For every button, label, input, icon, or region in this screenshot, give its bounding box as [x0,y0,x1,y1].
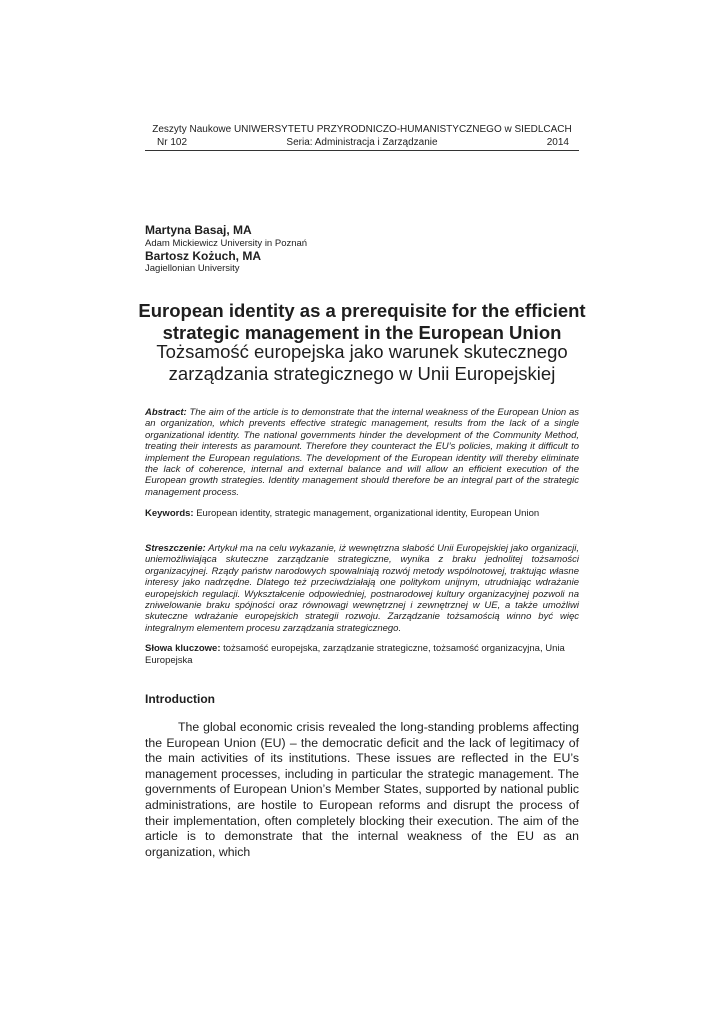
abstract-label: Abstract: [145,407,187,418]
streszczenie-label: Streszczenie: [145,543,206,554]
year: 2014 [546,137,569,148]
title-english: European identity as a prerequisite for the efficient strategic management in the European Union [138,300,586,343]
title-polish: Tożsamość europejska jako warunek skutecznego zarządzania strategicznego w Unii Europejskiej [156,341,568,384]
introduction-paragraph: The global economic crisis revealed the long-standing problems affecting the European Union (EU) – the democratic deficit and the lack of legitimacy of the main activities of its institutions. These issues are reflected in the EU’s management processes, including in particular the strategic management. The governments of European Union’s Member States, supported by national public administrations, are hostile to European reforms and disrupt the process of their implementation, often completely blocking their execution. The aim of the article is to demonstrate that the internal weakness of the EU as an organization, which [145,720,579,859]
author-affiliation: Jagiellonian University [145,263,240,274]
author-name: Martyna Basaj, MA [145,223,252,237]
keywords-label: Keywords: [145,508,194,519]
slowa-kluczowe [145,643,579,667]
abstract [145,407,579,498]
issue-line [145,137,579,149]
slowa-kluczowe-label: Słowa kluczowe: [145,643,221,654]
journal-header: Zeszyty Naukowe UNIWERSYTETU PRZYRODNICZO-HUMANISTYCZNEGO w SIEDLCACH [152,124,572,135]
streszczenie-text: Artykuł ma na celu wykazanie, iż wewnętrzna słabość Unii Europejskiej jako organizacji, uniemożliwiająca skuteczne zarządzanie strategiczne, wynika z braku jednolitej tożsamości organizacyjnej. Rządy państw narodowych spowalniają rozwój metody wspólnotowej, traktując własne interesy jako nadrzędne. Dlatego też przeciwdziałają one politykom unijnym, utrudniając wdrażanie europejskich regulacji. Wykształcenie odpowiedniej, postnarodowej kultury organizacyjnej pozwoli na zniwelowanie braku spójności oraz równowagi wewnętrznej i zewnętrznej w UE, a także umożliwi skuteczne wdrażanie europejskich strategii rozwoju. Zarządzanie tożsamością winno być więc integralnym elementem procesu zarządzania strategicznego. [145,543,579,634]
series-name: Seria: Administracja i Zarządzanie [286,137,438,148]
slowa-kluczowe-text: tożsamość europejska, zarządzanie strategiczne, tożsamość organizacyjna, Unia Europejska [145,643,565,666]
author-name: Bartosz Kożuch, MA [145,249,262,263]
keywords [145,508,579,520]
author-affiliation: Adam Mickiewicz University in Poznań [145,238,308,249]
header-rule [145,150,579,151]
abstract-text: The aim of the article is to demonstrate that the internal weakness of the European Union as an organization, which prevents effective strategic management, results from the lack of a single organizational identity. The national governments hinder the development of the Community Method, treating their interests as paramount. Therefore they counteract the EU’s policies, making it difficult to implement the European regulations. The development of the European identity will thereby eliminate the lack of coherence, internal and external balance and will allow an efficient execution of the European growth strategies. Identity management should therefore be an integral part of the strategic management process. [145,407,579,498]
section-heading: Introduction [145,692,215,706]
streszczenie [145,543,579,634]
issue-number: Nr 102 [157,137,188,148]
keywords-text: European identity, strategic management, organizational identity, European Union [193,508,540,519]
